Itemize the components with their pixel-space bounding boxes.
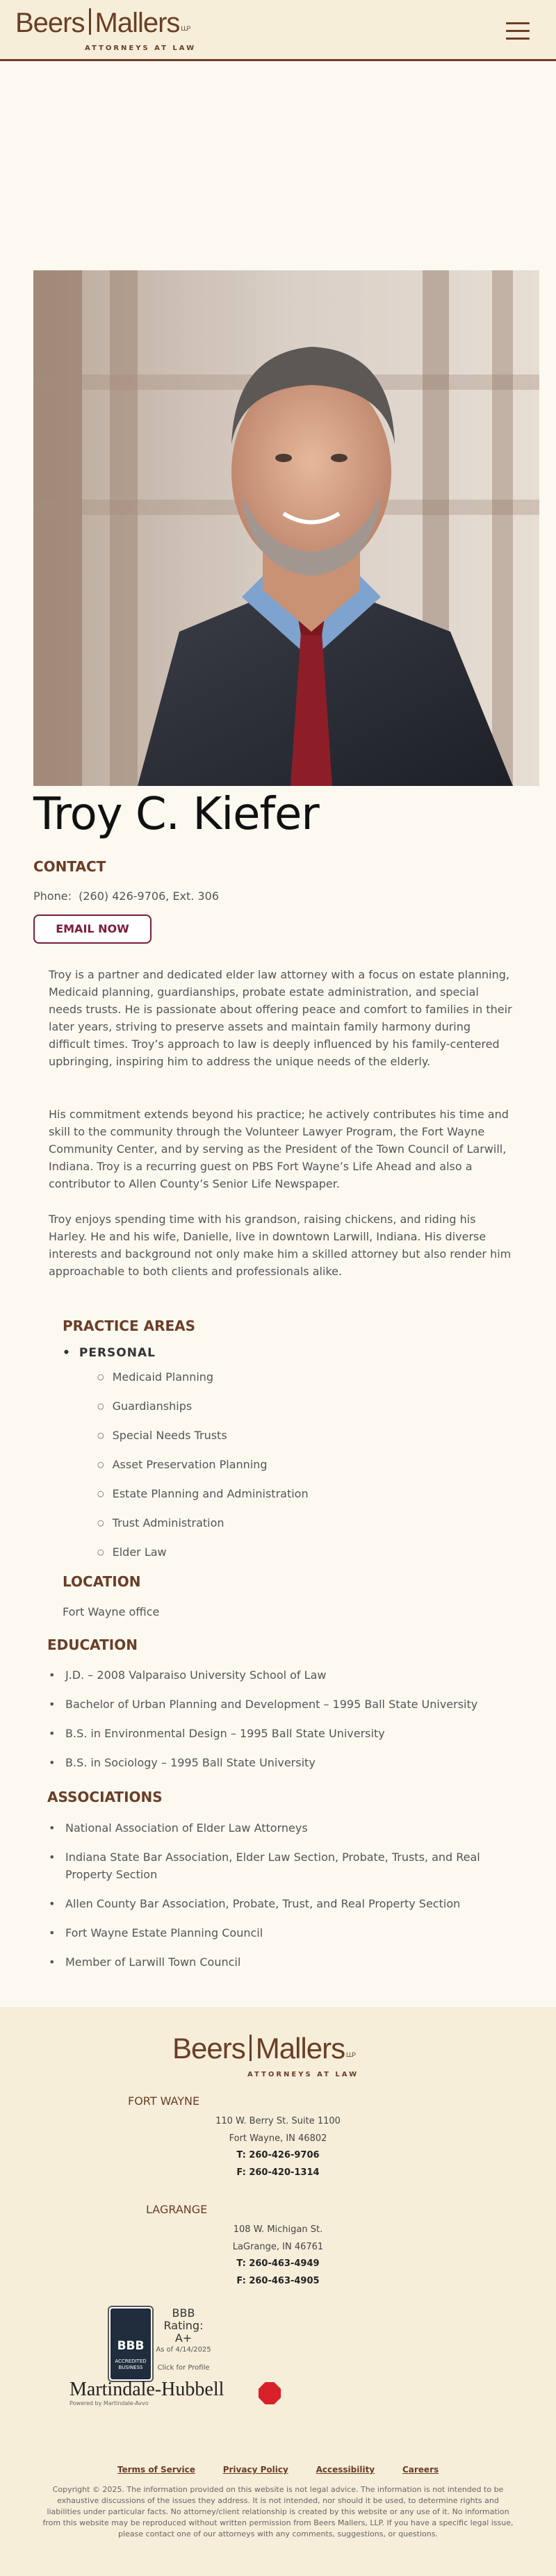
site-header <box>0 0 556 61</box>
site-footer <box>0 2007 556 2576</box>
martindale-hubbell-icon <box>259 2382 281 2404</box>
association-item: • Fort Wayne Estate Planning Council <box>49 1924 521 1942</box>
practice-area-item: ○ Special Needs Trusts <box>97 1425 309 1454</box>
education-list <box>49 1666 521 1771</box>
contact-heading: CONTACT <box>33 858 106 875</box>
bio-paragraph: Troy is a partner and dedicated elder law attorney with a focus on estate planning, Medicaid planning, guardianships, probate estate administration, and special needs trusts. He is passionate about offering peace and comfort to families in their later years, striving to preserve assets and maintain family harmony during difficult times. Troy’s approach to law is deeply influenced by his family-centered upbringing, inspiring him to address the unique needs of the elderly. <box>49 968 512 1068</box>
accessibility-link[interactable]: Accessibility <box>316 2465 375 2475</box>
office-fax: F: 260-463-4905 <box>236 2276 320 2286</box>
privacy-policy-link[interactable]: Privacy Policy <box>222 2465 288 2475</box>
bio-paragraph: Troy enjoys spending time with his grandson, raising chickens, and riding his Harley. He and his wife, Danielle, live in downtown Larwill, Indiana. His diverse interests and background not only make him a skilled attorney but also render him approachable to both clients and professionals alike. <box>49 1213 512 1278</box>
practice-area-item: ○ Elder Law <box>97 1542 309 1571</box>
site-logo[interactable] <box>15 8 196 52</box>
bbb-as-of: As of 4/14/2025 <box>156 2346 211 2354</box>
location-office[interactable]: Fort Wayne office <box>63 1605 160 1618</box>
hamburger-menu-icon[interactable] <box>506 22 530 40</box>
martindale-powered-by: Powered by Martindale-Avvo <box>70 2400 149 2406</box>
bbb-seal[interactable] <box>108 2306 154 2382</box>
association-item: • National Association of Elder Law Attorneys <box>49 1819 521 1837</box>
practice-area-item: ○ Guardianships <box>97 1396 309 1425</box>
office-street: 110 W. Berry St. Suite 1100 <box>215 2116 341 2126</box>
office-phone[interactable]: T: 260-426-9706 <box>236 2150 320 2160</box>
office-street: 108 W. Michigan St. <box>233 2224 323 2235</box>
bbb-seal-icon: BBB ACCREDITED BUSINESS <box>111 2308 151 2379</box>
email-now-button[interactable]: EMAIL NOW <box>33 914 152 944</box>
office-city: LaGrange, IN 46761 <box>232 2242 324 2252</box>
associations-list <box>49 1819 521 1971</box>
office-fax: F: 260-420-1314 <box>236 2167 320 2178</box>
copyright-notice: Copyright © 2025. The information provided on this website is not legal advice. The information is not intended to be exhaustive discussions of the issues they address. It is not intended, nor should it be used, to determine rights and liabilities under particular facts. No attorney/client relationship is created by this website or any use of it. No information from this website may be reproduced without written permission from Beers Mallers, LLP. If you have a specific legal issue, please contact one of our attorneys with any comments, suggestions, or questions. <box>42 2485 514 2538</box>
education-item: • Bachelor of Urban Planning and Development – 1995 Ball State University <box>49 1696 521 1713</box>
office-phone[interactable]: T: 260-463-4949 <box>236 2258 320 2269</box>
office-city: Fort Wayne, IN 46802 <box>229 2133 327 2144</box>
practice-area-item: ○ Estate Planning and Administration <box>97 1484 309 1513</box>
practice-area-item: ○ Asset Preservation Planning <box>97 1454 309 1484</box>
phone-value[interactable]: (260) 426-9706, Ext. 306 <box>79 889 219 903</box>
association-item: • Allen County Bar Association, Probate, Trust, and Real Property Section <box>49 1895 521 1912</box>
careers-link[interactable]: Careers <box>402 2465 439 2475</box>
martindale-hubbell-logo[interactable]: Martindale-Hubbell <box>70 2379 224 2400</box>
practice-areas-heading: PRACTICE AREAS <box>63 1318 196 1334</box>
footer-logo[interactable] <box>172 2032 359 2078</box>
association-item: • Indiana State Bar Association, Elder Law Section, Probate, Trusts, and Real Property Section <box>49 1848 521 1883</box>
practice-area-item: ○ Medicaid Planning <box>97 1367 309 1396</box>
education-heading: EDUCATION <box>47 1636 138 1653</box>
footer-logo-wordmark: Beers Mallers LLP <box>172 2032 356 2065</box>
bio-paragraph: His commitment extends beyond his practice; he actively contributes his time and skill to the community through the Volunteer Lawyer Program, the Fort Wayne Community Center, and by serving as the President of the Town Council of Larwill, Indiana. Troy is a recurring guest on PBS Fort Wayne’s Life Ahead and also a contributor to Allen County’s Senior Life Newspaper. <box>49 1108 509 1190</box>
practice-area-item: ○ Trust Administration <box>97 1513 309 1542</box>
phone-line <box>33 889 219 903</box>
logo-tagline: ATTORNEYS AT LAW <box>85 44 197 52</box>
footer-logo-tagline: ATTORNEYS AT LAW <box>247 2071 359 2078</box>
attorney-photo <box>33 270 539 786</box>
associations-heading: ASSOCIATIONS <box>47 1789 163 1805</box>
location-heading: LOCATION <box>63 1573 141 1590</box>
bbb-rating-label[interactable]: BBB Rating: A+ <box>163 2306 204 2345</box>
association-item: • Member of Larwill Town Council <box>49 1953 521 1971</box>
education-item: • B.S. in Sociology – 1995 Ball State University <box>49 1754 521 1771</box>
practice-category <box>63 1346 309 1571</box>
office-name: FORT WAYNE <box>128 2094 200 2108</box>
phone-label: Phone: <box>33 889 72 903</box>
logo-wordmark: Beers Mallers LLP <box>15 8 190 38</box>
bbb-click-profile[interactable]: Click for Profile <box>157 2364 210 2372</box>
education-item: • B.S. in Environmental Design – 1995 Ball State University <box>49 1725 521 1742</box>
practice-category-label: • PERSONAL <box>63 1346 309 1367</box>
practice-areas-list <box>63 1346 309 1571</box>
attorney-name: Troy C. Kiefer <box>33 789 319 840</box>
education-item: • J.D. – 2008 Valparaiso University School of Law <box>49 1666 521 1684</box>
footer-links <box>0 2465 556 2475</box>
office-name: LAGRANGE <box>146 2203 208 2216</box>
terms-of-service-link[interactable]: Terms of Service <box>117 2465 195 2475</box>
